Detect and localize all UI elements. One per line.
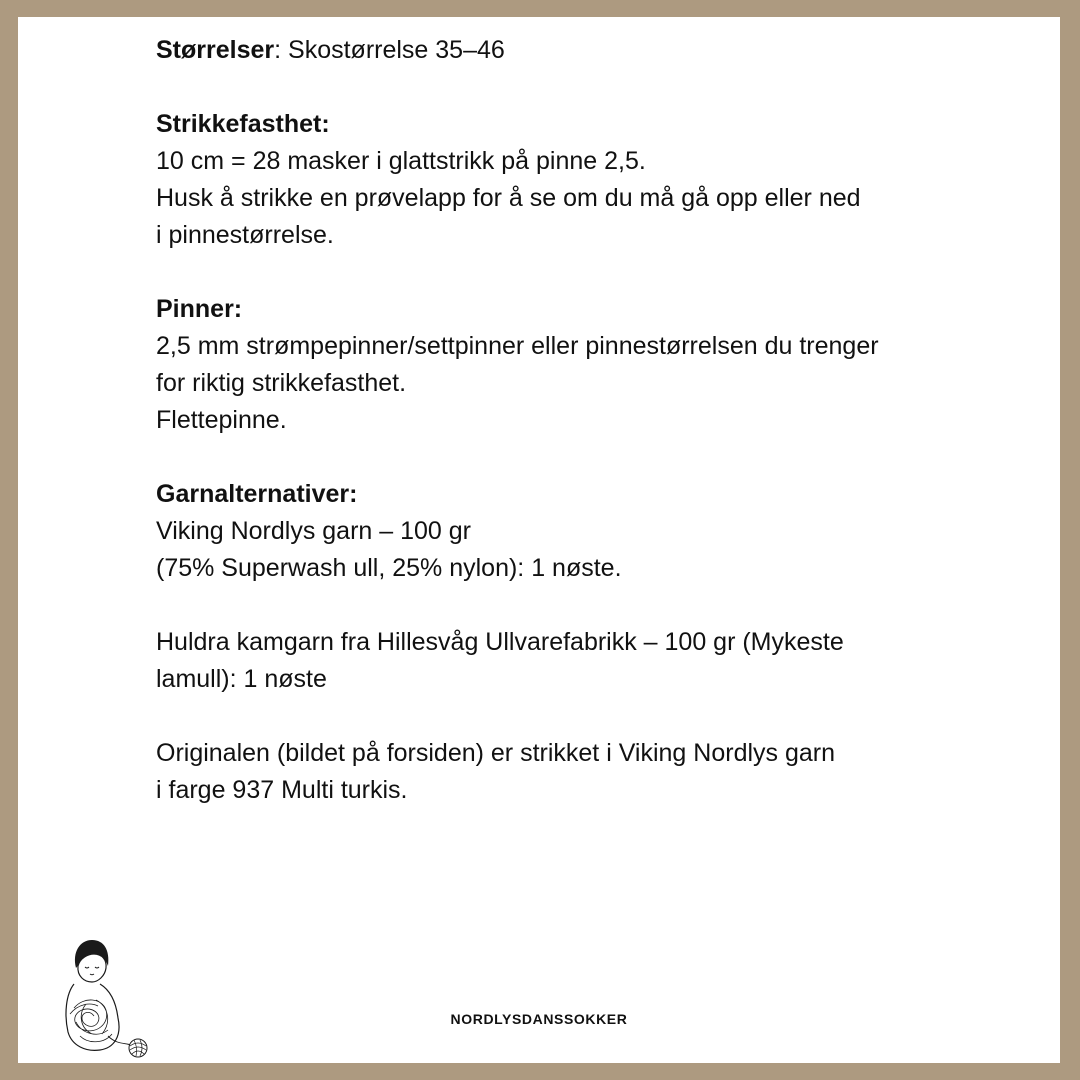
pattern-info (156, 32, 976, 809)
spacer (156, 698, 976, 735)
gauge-line: 10 cm = 28 masker i glattstrikk på pinne 2,5. (156, 147, 646, 175)
needles-heading: Pinner: (156, 295, 243, 323)
yarn-option-2-line: Huldra kamgarn fra Hillesvåg Ullvarefabrikk – 100 gr (Mykeste (156, 628, 844, 656)
gauge-line: Husk å strikke en prøvelapp for å se om du må gå opp eller ned (156, 184, 861, 212)
yarn-heading: Garnalternativer: (156, 480, 358, 508)
sizes-value: Skostørrelse 35–46 (281, 36, 505, 64)
knitter-with-yarn-icon (52, 934, 148, 1062)
sizes-separator: : (274, 36, 282, 64)
gauge-line: i pinnestørrelse. (156, 221, 334, 249)
yarn-option-2-line: lamull): 1 nøste (156, 665, 327, 693)
needles-line: Flettepinne. (156, 406, 287, 434)
original-yarn-line: Originalen (bildet på forsiden) er strikket i Viking Nordlys garn (156, 739, 836, 767)
spacer (156, 587, 976, 624)
original-yarn-line: i farge 937 Multi turkis. (156, 776, 408, 804)
gauge-heading: Strikkefasthet: (156, 110, 330, 138)
needles-line: for riktig strikkefasthet. (156, 369, 407, 397)
footer-title: NORDLYSDANSSOKKER (450, 1011, 628, 1027)
spacer (156, 254, 976, 291)
spacer (156, 69, 976, 106)
sizes-line (156, 32, 976, 69)
needles-line: 2,5 mm strømpepinner/settpinner eller pinnestørrelsen du trenger (156, 332, 879, 360)
spacer (156, 439, 976, 476)
yarn-option-1-line: (75% Superwash ull, 25% nylon): 1 nøste. (156, 554, 622, 582)
yarn-option-1-line: Viking Nordlys garn – 100 gr (156, 517, 471, 545)
content-panel (18, 17, 1060, 1063)
sizes-label: Størrelser (156, 36, 275, 64)
